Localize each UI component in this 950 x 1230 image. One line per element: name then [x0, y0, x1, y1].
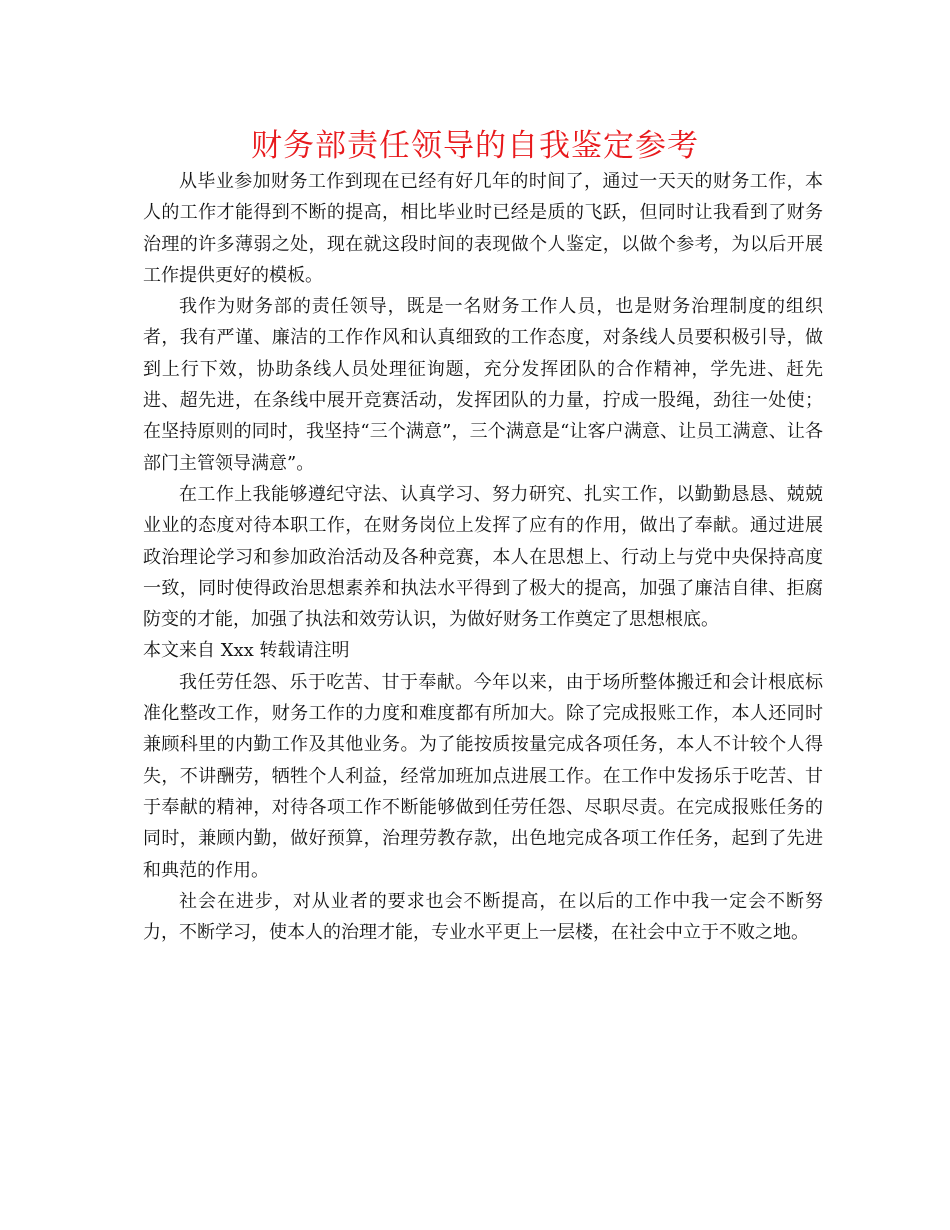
paragraph-role: 我作为财务部的责任领导，既是一名财务工作人员，也是财务治理制度的组织者，我有严谨、廉洁的工作作风和认真细致的工作态度，对条线人员要积极引导，做到上行下效，协助条线人员处理征询题，充分发挥团队的合作精神，学先进、赶先进、超先进，在条线中展开竞赛活动，发挥团队的力量，拧成一股绳，劲往一处使；在坚持原则的同时，我坚持“三个满意”，三个满意是“让客户满意、让员工满意、让各部门主管领导满意”。: [143, 296, 823, 474]
document-body: [143, 166, 823, 948]
paragraph-work-attitude: 在工作上我能够遵纪守法、认真学习、努力研究、扎实工作，以勤勤恳恳、兢兢业业的态度对待本职工作，在财务岗位上发挥了应有的作用，做出了奉献。通过进展政治理论学习和参加政治活动及各种竞赛，本人在思想上、行动上与党中央保持高度一致，同时使得政治思想素养和执法水平得到了极大的提高，加强了廉洁自律、拒腐防变的才能，加强了执法和效劳认识，为做好财务工作奠定了思想根底。: [143, 483, 823, 631]
paragraph-dedication: 我任劳任怨、乐于吃苦、甘于奉献。今年以来，由于场所整体搬迁和会计根底标准化整改工作，财务工作的力度和难度都有所加大。除了完成报账工作，本人还同时兼顾科里的内勤工作及其他业务。为了能按质按量完成各项任务，本人不计较个人得失，不讲酬劳，牺牲个人利益，经常加班加点进展工作。在工作中发扬乐于吃苦、甘于奉献的精神，对待各项工作不断能够做到任劳任怨、尽职尽责。在完成报账任务的同时，兼顾内勤，做好预算，治理劳教存款，出色地完成各项工作任务，起到了先进和典范的作用。: [143, 671, 823, 881]
source-note: 本文来自 Xxx 转载请注明: [143, 640, 350, 662]
document-title: 财务部责任领导的自我鉴定参考: [251, 128, 699, 164]
paragraph-intro: 从毕业参加财务工作到现在已经有好几年的时间了，通过一天天的财务工作，本人的工作才能得到不断的提高，相比毕业时已经是质的飞跃，但同时让我看到了财务治理的许多薄弱之处，现在就这段时间的表现做个人鉴定，以做个参考，为以后开展工作提供更好的模板。: [143, 171, 823, 286]
paragraph-conclusion: 社会在进步，对从业者的要求也会不断提高，在以后的工作中我一定会不断努力，不断学习，使本人的治理才能，专业水平更上一层楼，在社会中立于不败之地。: [143, 890, 823, 944]
